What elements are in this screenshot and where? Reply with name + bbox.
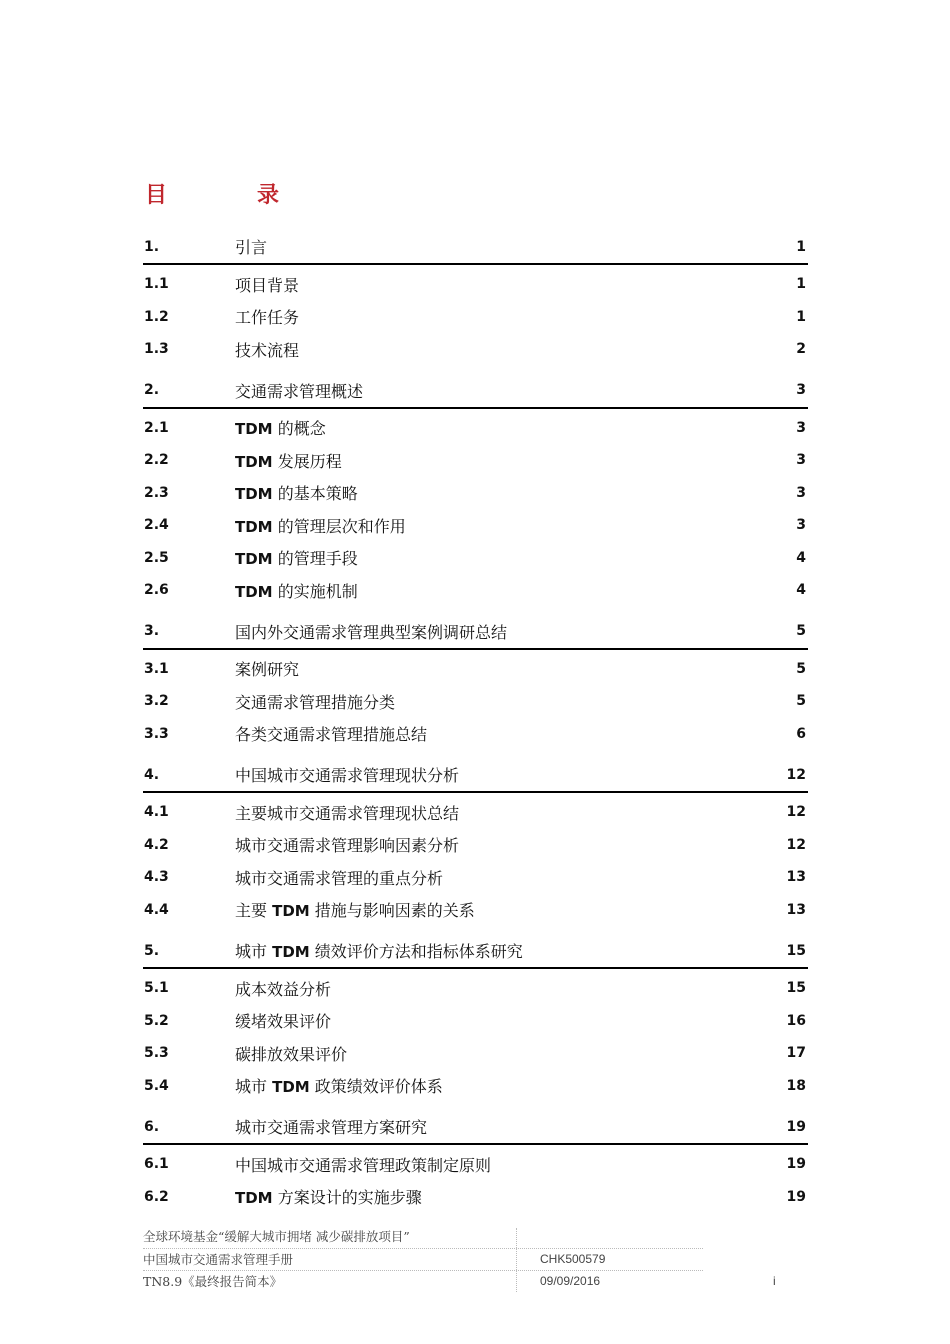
- toc-title: [235, 866, 443, 889]
- toc-number: 6.: [144, 1118, 160, 1135]
- toc-title: [235, 657, 299, 680]
- toc-page-number: 2: [796, 341, 806, 358]
- toc-page-number: 12: [786, 766, 806, 783]
- toc-chapter-row[interactable]: [143, 934, 808, 969]
- toc-title-abbr: TDM: [235, 452, 273, 471]
- toc-chapter-row[interactable]: [143, 758, 808, 793]
- toc-page-number: 15: [786, 942, 806, 959]
- toc-page-number: 1: [796, 238, 806, 255]
- toc-title-text: 交通需求管理措施分类: [235, 692, 396, 712]
- toc-section-row[interactable]: [143, 542, 808, 575]
- toc-title-text: 城市交通需求管理的重点分析: [235, 868, 444, 888]
- toc-number: 2.6: [144, 582, 169, 599]
- toc-title-text: 城市交通需求管理方案研究: [235, 1118, 428, 1137]
- toc-page-number: 12: [786, 836, 806, 853]
- toc-title-abbr: TDM: [235, 420, 273, 439]
- toc-title: [235, 416, 326, 439]
- toc-title-text: 技术流程: [235, 340, 300, 360]
- footer-column-divider: [516, 1228, 517, 1292]
- toc-title-abbr: TDM: [235, 550, 273, 569]
- toc-page-number: 4: [796, 582, 806, 599]
- footer-project-name: 全球环境基金“缓解大城市拥堵 减少碳排放项目”: [143, 1229, 410, 1244]
- toc-number: 5.2: [144, 1012, 169, 1029]
- toc-title-text: 交通需求管理概述: [235, 381, 364, 401]
- toc-number: 4.4: [144, 901, 169, 918]
- toc-number: 3.3: [144, 725, 169, 742]
- toc-section-row[interactable]: [143, 861, 808, 894]
- toc-page-number: 6: [796, 725, 806, 742]
- toc-title: [235, 514, 406, 537]
- toc-number: 6.1: [144, 1156, 169, 1173]
- toc-title: [235, 690, 395, 713]
- toc-page-number: 1: [796, 276, 806, 293]
- toc-number: 2.2: [144, 452, 169, 469]
- toc-title-text: 主要城市交通需求管理现状总结: [235, 803, 460, 823]
- toc-page-number: 1: [796, 308, 806, 325]
- toc-title-text: 措施与影响因素的关系: [309, 901, 475, 921]
- toc-page-number: 13: [786, 869, 806, 886]
- toc-title-text: 的基本策略: [272, 484, 358, 504]
- toc-title: [235, 338, 299, 361]
- toc-title-text: 工作任务: [235, 308, 300, 328]
- toc-title-abbr: TDM: [272, 1078, 310, 1097]
- toc-title: [235, 1009, 331, 1032]
- toc-chapter-row[interactable]: [143, 230, 808, 265]
- toc-number: 4.: [144, 766, 160, 783]
- toc-number: 5.: [144, 942, 160, 959]
- toc-title-abbr: TDM: [235, 485, 273, 504]
- toc-section-row[interactable]: [143, 1005, 808, 1038]
- toc-number: 2.: [144, 382, 160, 398]
- toc-page-number: 4: [796, 549, 806, 566]
- toc-title-text: 各类交通需求管理措施总结: [235, 725, 428, 745]
- toc-title: [235, 379, 363, 402]
- footer-date: 09/09/2016: [540, 1274, 601, 1288]
- toc-number: 5.3: [144, 1045, 169, 1062]
- toc-title: [235, 1042, 347, 1065]
- toc-title-text: 的管理层次和作用: [272, 516, 406, 536]
- toc-number: 1.2: [144, 308, 169, 325]
- toc-title-text: 政策绩效评价体系: [309, 1077, 443, 1097]
- toc-heading-char-1: 目: [145, 183, 168, 208]
- toc-heading-char-2: 录: [257, 183, 280, 208]
- toc-title-text: 国内外交通需求管理典型案例调研总结: [235, 622, 508, 642]
- footer-page-number: i: [773, 1274, 776, 1288]
- toc-title: [235, 801, 459, 824]
- toc-title-prefix: 城市: [235, 1077, 273, 1097]
- toc-section-row[interactable]: [143, 972, 808, 1005]
- toc-number: 1.1: [144, 276, 169, 293]
- toc-title: [235, 939, 523, 962]
- toc-title-text: 碳排放效果评价: [235, 1044, 348, 1064]
- toc-title: [235, 579, 358, 602]
- toc-number: 3.2: [144, 693, 169, 710]
- toc-section-row[interactable]: [143, 1181, 808, 1214]
- toc-title-text: 发展历程: [272, 451, 342, 471]
- toc-title: [235, 1185, 422, 1208]
- toc-title: [235, 898, 475, 921]
- toc-chapter-row[interactable]: [143, 1110, 808, 1145]
- table-of-contents: [143, 230, 808, 1213]
- toc-page-number: 5: [796, 693, 806, 710]
- toc-page-number: 3: [796, 419, 806, 436]
- toc-title: [235, 1115, 427, 1138]
- toc-page-number: 19: [786, 1188, 806, 1205]
- toc-title-text: 绩效评价方法和指标体系研究: [309, 942, 523, 961]
- toc-title: [235, 1074, 443, 1097]
- toc-title-text: 城市交通需求管理影响因素分析: [235, 836, 460, 856]
- toc-title-prefix: 城市: [235, 942, 273, 961]
- toc-title-abbr: TDM: [235, 582, 273, 601]
- toc-title: [235, 977, 331, 1000]
- toc-section-row[interactable]: [143, 333, 808, 366]
- toc-title: [235, 620, 507, 643]
- page-footer: [143, 1226, 808, 1296]
- footer-divider: [143, 1248, 703, 1249]
- toc-number: 6.2: [144, 1188, 169, 1205]
- toc-title: [235, 481, 358, 504]
- toc-number: 4.3: [144, 869, 169, 886]
- toc-number: 4.1: [144, 804, 169, 821]
- toc-number: 2.3: [144, 484, 169, 501]
- toc-page-number: 17: [786, 1045, 806, 1062]
- toc-title-text: 成本效益分析: [235, 979, 332, 999]
- footer-divider: [143, 1270, 703, 1271]
- toc-page-number: 18: [786, 1077, 806, 1094]
- toc-number: 5.1: [144, 980, 169, 997]
- toc-number: 5.4: [144, 1077, 169, 1094]
- toc-title: [235, 546, 358, 569]
- toc-page-number: 19: [786, 1118, 806, 1135]
- toc-section-row[interactable]: [143, 653, 808, 686]
- toc-page-number: 5: [796, 623, 806, 639]
- toc-number: 1.3: [144, 341, 169, 358]
- toc-page-number: 5: [796, 660, 806, 677]
- toc-section-row[interactable]: [143, 1037, 808, 1070]
- toc-section-row[interactable]: [143, 444, 808, 477]
- toc-page-number: 3: [796, 517, 806, 534]
- toc-page-number: 3: [796, 452, 806, 469]
- toc-number: 2.5: [144, 549, 169, 566]
- toc-title-text: 案例研究: [235, 660, 300, 680]
- toc-section-row[interactable]: [143, 796, 808, 829]
- toc-number: 3.1: [144, 660, 169, 677]
- toc-title-text: 中国城市交通需求管理现状分析: [235, 766, 460, 785]
- toc-title: [235, 833, 459, 856]
- toc-title-text: 项目背景: [235, 275, 300, 295]
- footer-manual-title: 中国城市交通需求管理手册: [143, 1252, 294, 1267]
- toc-section-row[interactable]: [143, 1070, 808, 1103]
- toc-section-row[interactable]: [143, 574, 808, 607]
- toc-title: [235, 1153, 491, 1176]
- toc-title: [235, 722, 427, 745]
- toc-number: 2.1: [144, 419, 169, 436]
- toc-title-abbr: TDM: [235, 1189, 273, 1208]
- toc-page-number: 12: [786, 804, 806, 821]
- toc-section-row[interactable]: [143, 829, 808, 862]
- toc-section-row[interactable]: [143, 1148, 808, 1181]
- toc-title: [235, 449, 342, 472]
- toc-page-number: 13: [786, 901, 806, 918]
- toc-title-text: 中国城市交通需求管理政策制定原则: [235, 1155, 492, 1175]
- toc-title: [235, 305, 299, 328]
- toc-chapter-row[interactable]: [143, 615, 808, 650]
- toc-number: 3.: [144, 623, 160, 639]
- toc-page-number: 19: [786, 1156, 806, 1173]
- toc-title-abbr: TDM: [272, 902, 310, 921]
- toc-section-row[interactable]: [143, 894, 808, 927]
- toc-title: [235, 763, 459, 786]
- toc-title: [235, 273, 299, 296]
- toc-section-row[interactable]: [143, 412, 808, 445]
- toc-number: 2.4: [144, 517, 169, 534]
- toc-title-text: 方案设计的实施步骤: [272, 1188, 422, 1208]
- toc-title-prefix: 主要: [235, 901, 273, 921]
- toc-title-abbr: TDM: [272, 943, 310, 961]
- toc-section-row[interactable]: [143, 718, 808, 751]
- toc-page-number: 15: [786, 980, 806, 997]
- toc-number: 4.2: [144, 836, 169, 853]
- toc-section-row[interactable]: [143, 301, 808, 334]
- toc-title-text: 的实施机制: [272, 581, 358, 601]
- toc-title-text: 缓堵效果评价: [235, 1012, 332, 1032]
- toc-section-row[interactable]: [143, 477, 808, 510]
- footer-project-code: CHK500579: [540, 1252, 606, 1266]
- toc-page-number: 16: [786, 1012, 806, 1029]
- toc-title-text: 的管理手段: [272, 549, 358, 569]
- toc-section-row[interactable]: [143, 685, 808, 718]
- toc-number: 1.: [144, 238, 160, 255]
- toc-chapter-row[interactable]: [143, 374, 808, 409]
- toc-section-row[interactable]: [143, 268, 808, 301]
- toc-title-text: 的概念: [272, 419, 326, 439]
- toc-heading: [145, 178, 445, 208]
- toc-section-row[interactable]: [143, 509, 808, 542]
- toc-title: [235, 235, 267, 258]
- footer-report-name: TN8.9《最终报告简本》: [143, 1274, 283, 1289]
- toc-page-number: 3: [796, 484, 806, 501]
- toc-title-text: 引言: [235, 238, 268, 257]
- toc-title-abbr: TDM: [235, 517, 273, 536]
- toc-page-number: 3: [796, 382, 806, 398]
